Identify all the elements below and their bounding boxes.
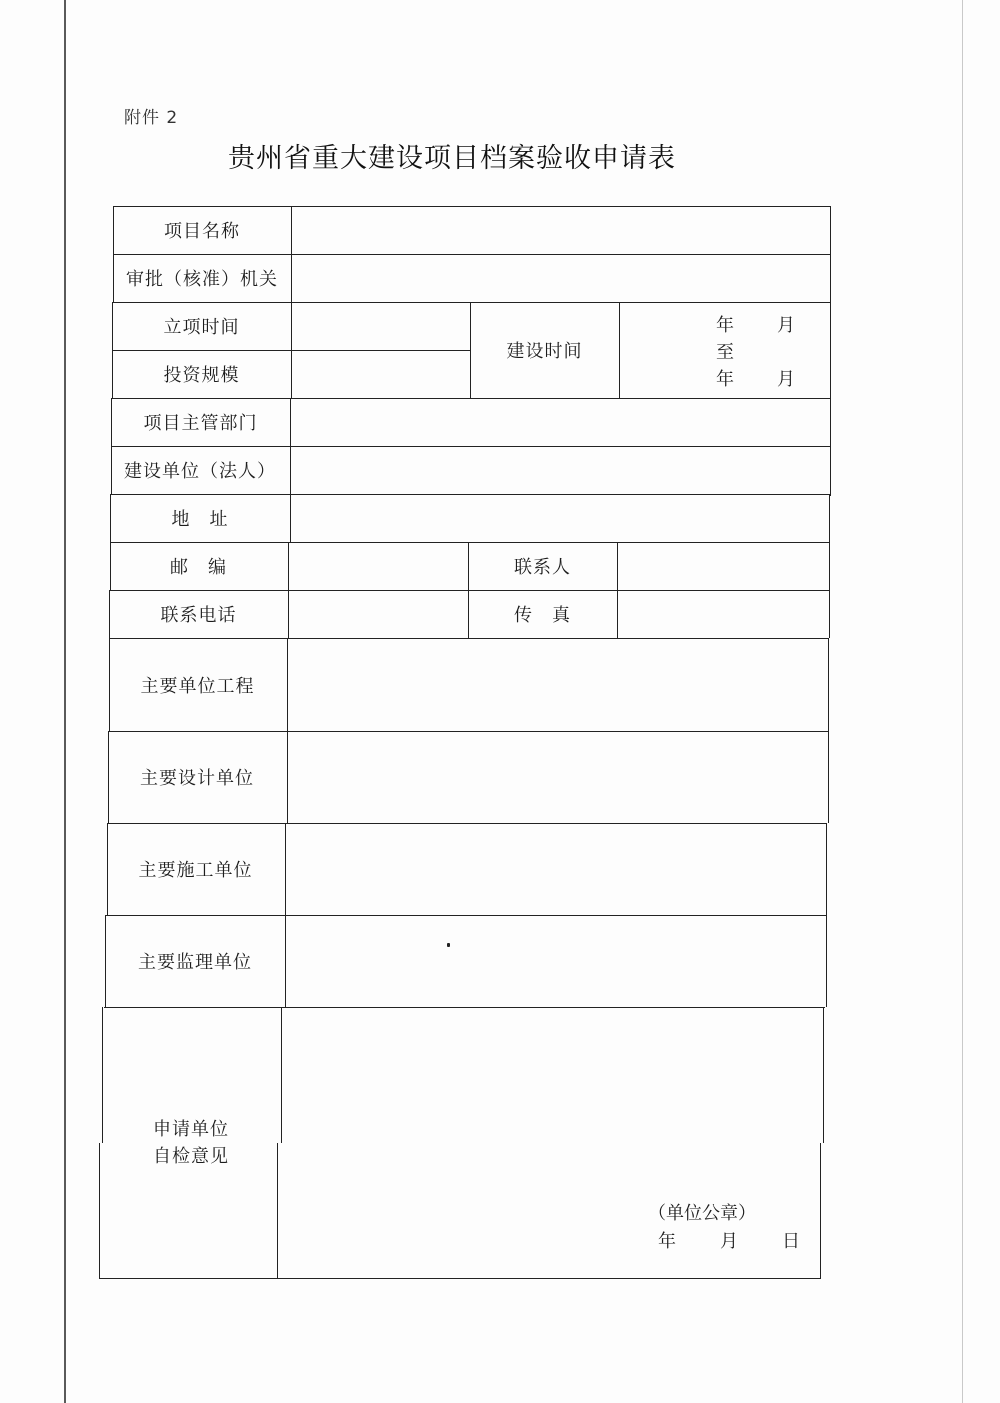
label-project-name: 项目名称 [164,221,240,242]
investment-scale-field[interactable] [292,351,469,397]
attachment-label: 附件 2 [124,108,179,128]
main-works-field[interactable] [288,639,827,730]
contact-person-field[interactable] [618,543,828,589]
applicant-opinion-field[interactable] [282,1008,820,1277]
address-field[interactable] [291,495,828,541]
competent-dept-field[interactable] [291,399,829,445]
postcode-field[interactable] [289,543,467,589]
label-competent-dept: 项目主管部门 [143,413,258,434]
sign-month: 月 [720,1231,738,1252]
period-end-year: 年 [716,369,734,390]
label-construction-unit: 建设单位（法人） [124,461,276,482]
construction-period-field[interactable] [620,303,829,397]
label-address: 地 址 [171,509,229,530]
label-main-design: 主要设计单位 [140,768,254,789]
page-title: 贵州省重大建设项目档案验收申请表 [228,143,676,174]
label-construction-period: 建设时间 [506,341,583,362]
main-design-field[interactable] [288,732,826,822]
sign-year: 年 [658,1231,676,1252]
period-end-month: 月 [777,369,795,390]
label-approval-authority: 审批（核准）机关 [126,269,278,290]
main-supervision-field[interactable] [286,916,824,1006]
label-main-construction: 主要施工单位 [138,860,253,881]
label-contact-person: 联系人 [514,557,571,578]
label-main-supervision: 主要监理单位 [138,952,252,973]
unit-seal-label: （单位公章） [648,1203,756,1224]
approval-authority-field[interactable] [292,255,829,301]
scan-edge-left [64,0,66,1403]
fax-field[interactable] [618,591,828,637]
period-start-year: 年 [716,315,734,336]
construction-unit-field[interactable] [291,447,829,493]
main-construction-field[interactable] [286,824,825,914]
label-investment-scale: 投资规模 [163,365,240,386]
phone-field[interactable] [289,591,467,637]
applicant-line2: 自检意见 [153,1145,229,1167]
project-name-field[interactable] [292,207,829,253]
sign-day: 日 [782,1231,800,1252]
label-main-works: 主要单位工程 [140,675,255,697]
label-fax: 传 真 [514,605,571,626]
scan-edge-right [962,0,963,1403]
period-start-month: 月 [777,315,795,336]
scan-speck [447,943,450,947]
label-applicant-opinion [102,1007,280,1278]
period-to: 至 [716,342,734,363]
applicant-line1: 申请单位 [153,1118,229,1140]
label-phone: 联系电话 [160,605,237,626]
label-postcode: 邮 编 [170,557,227,578]
label-approval-date: 立项时间 [163,317,240,338]
approval-date-field[interactable] [292,303,469,349]
